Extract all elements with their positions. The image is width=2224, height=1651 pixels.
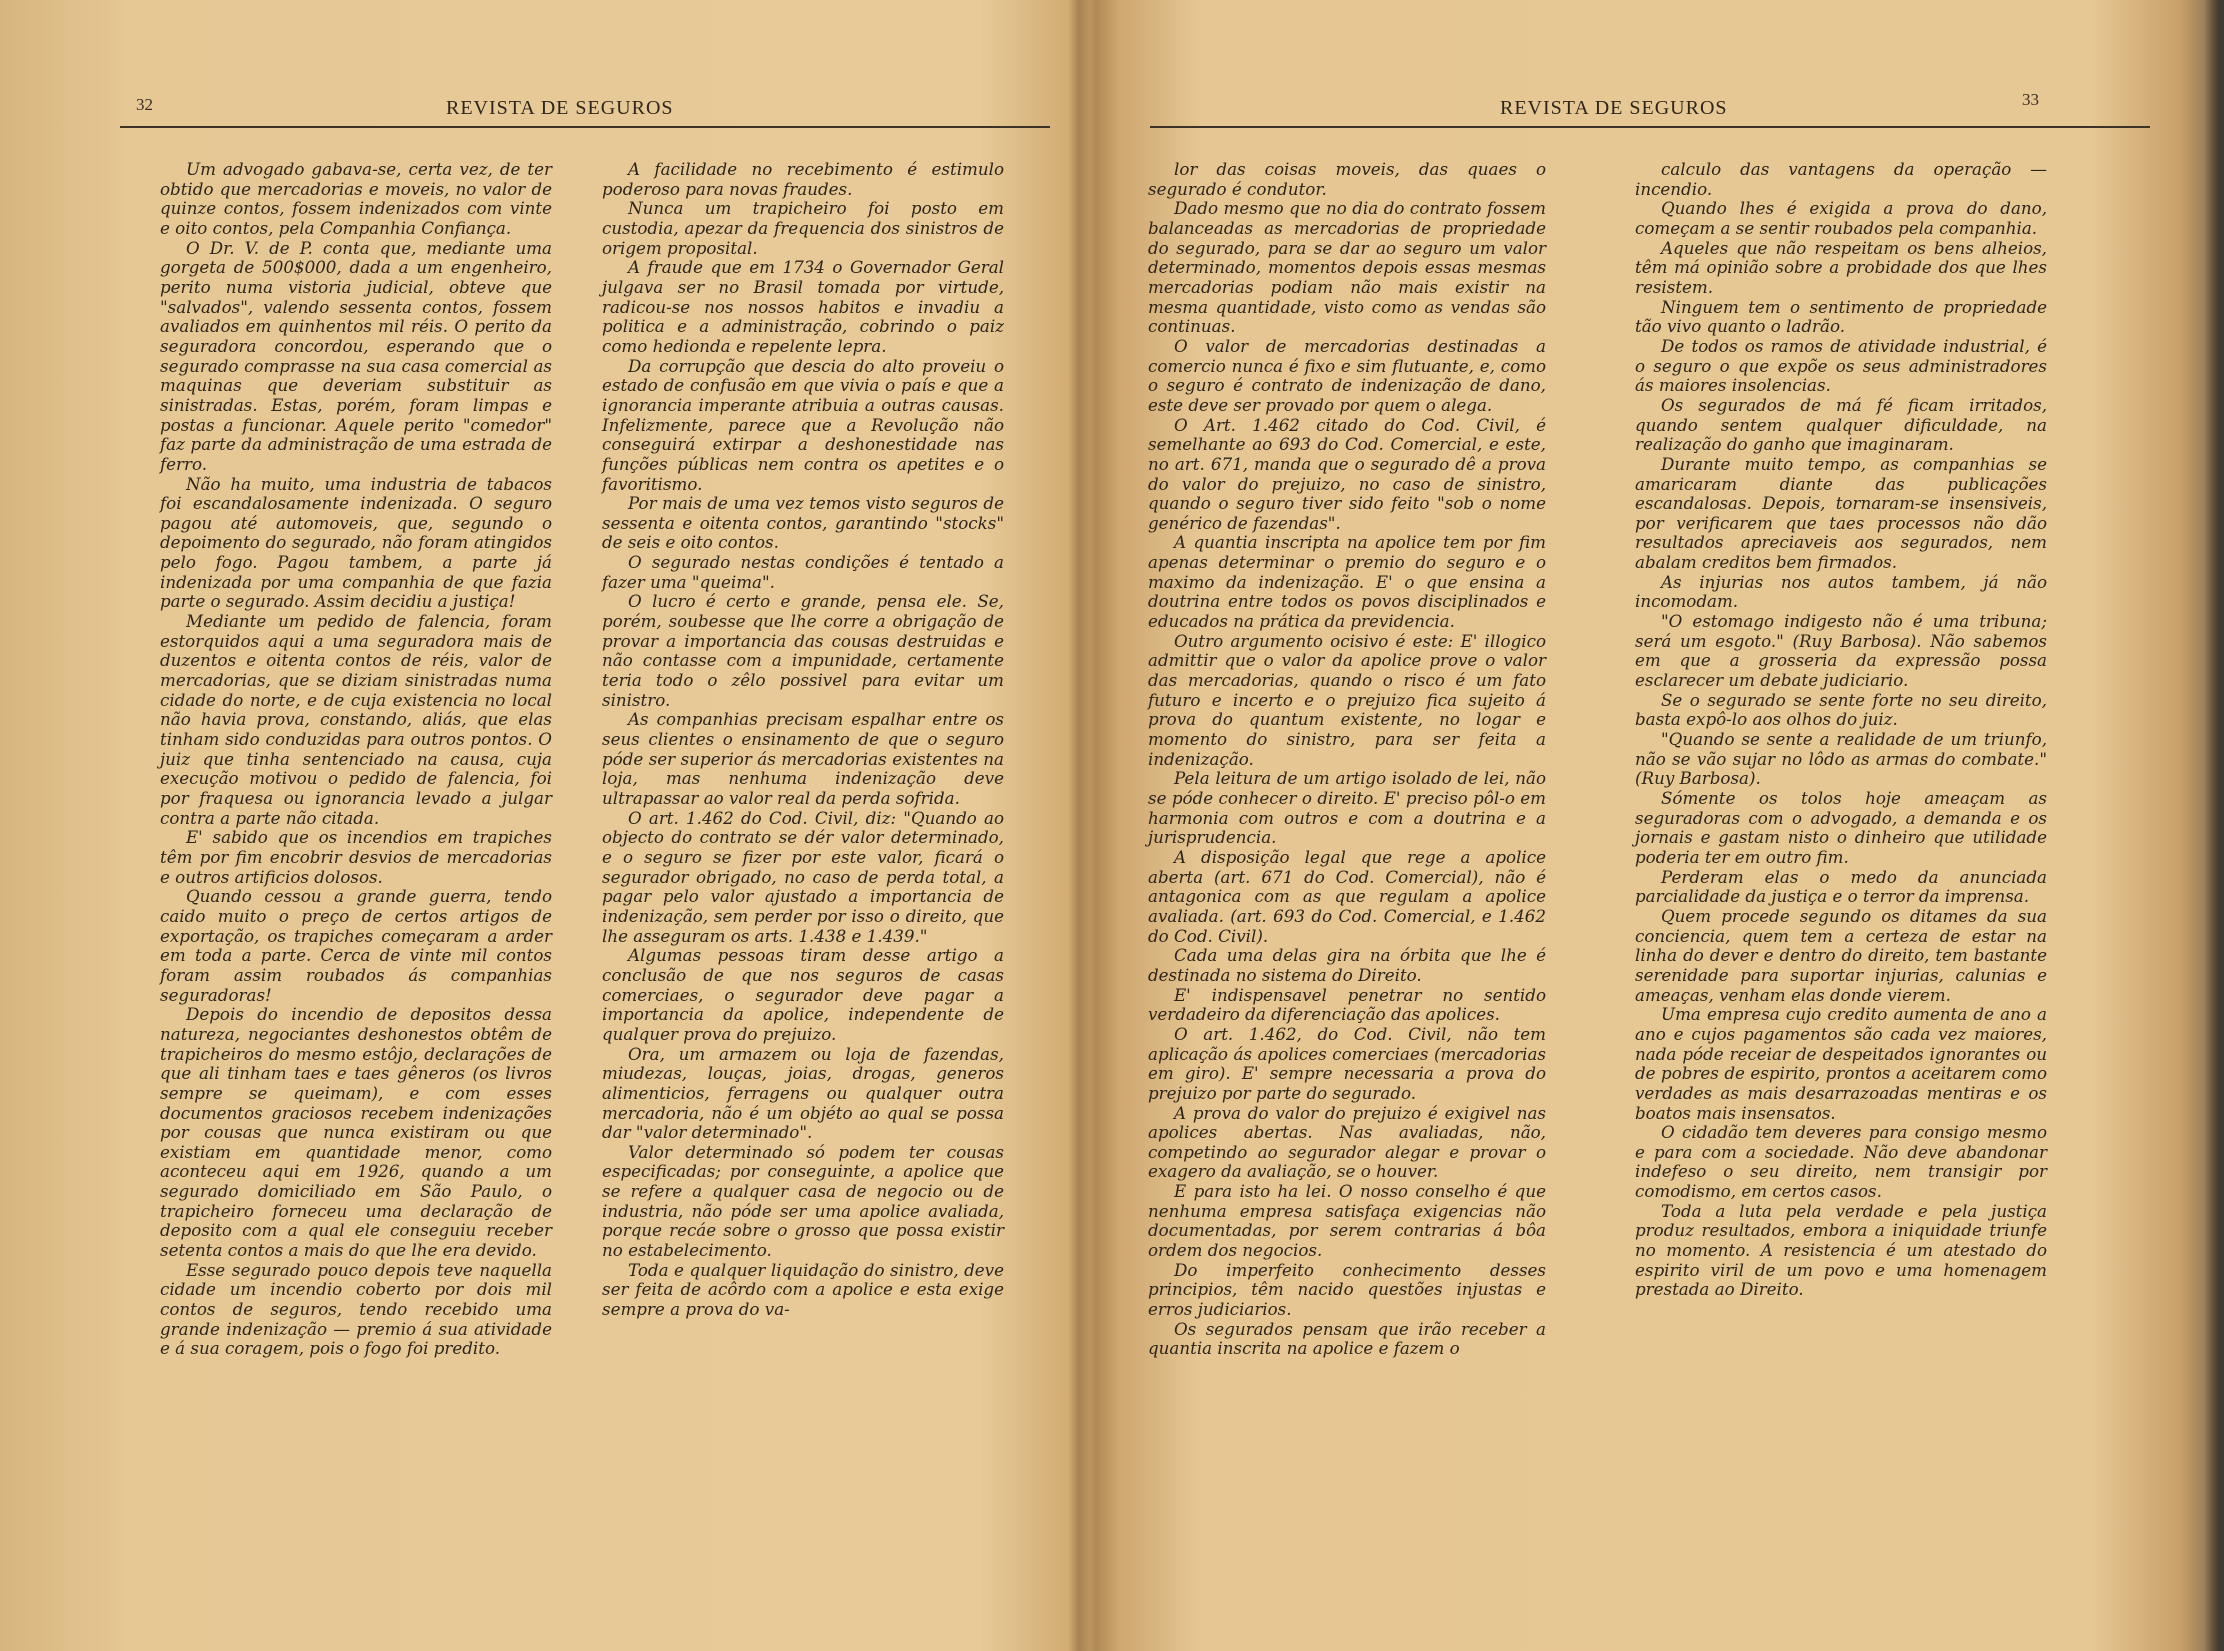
paragraph: Se o segurado se sente forte no seu direito, basta expô-lo aos olhos do juiz. <box>1635 689 2047 730</box>
paragraph: Outro argumento ocisivo é este: E' illogico admittir que o valor da apolice prove o valor das mercadorias, quando o risco é um fato futuro e incerto e o prejuizo fica sujeito á prova do quantum existente, no logar e momento do sinistro, para ser feita a indenização. <box>1148 630 1546 769</box>
paragraph: Não ha muito, uma industria de tabacos foi escandalosamente indenizada. O seguro pagou até automoveis, que, segundo o depoimento do segurado, não foram atingidos pelo fogo. Pagou tambem, a parte já indenizada por uma companhia de que fazia parte o segurado. Assim decidiu a justiça! <box>160 473 552 612</box>
paragraph: As companhias precisam espalhar entre os seus clientes o ensinamento de que o seguro póde ser superior ás mercadorias existentes na loja, mas nenhuma indenização deve ultrapassar ao valor real da perda sofrida. <box>602 709 1004 808</box>
page-number: 33 <box>2022 90 2039 109</box>
text-column <box>1148 160 1546 1359</box>
running-title: REVISTA DE SEGUROS <box>446 97 674 119</box>
paragraph: Pela leitura de um artigo isolado de lei, não se póde conhecer o direito. E' preciso pôl-o em harmonia com outros e com a doutrina e a jurisprudencia. <box>1148 768 1546 848</box>
text-column <box>160 160 552 1359</box>
paragraph: A disposição legal que rege a apolice aberta (art. 671 do Cod. Comercial), não é antagonica com as que regulam a apolice avaliada. (art. 693 do Cod. Comercial, e 1.462 do Cod. Civil). <box>1148 846 1546 946</box>
paragraph: Cada uma delas gira na órbita que lhe é destinada no sistema do Direito. <box>1148 945 1546 985</box>
paragraph: O Dr. V. de P. conta que, mediante uma gorgeta de 500$000, dada a um engenheiro, perito numa vistoria judicial, obteve que "salvados", valendo sessenta contos, fossem avaliados em quinhentos mil réis. O perito da seguradora concordou, esperando que o segurado comprasse na sua casa comercial as maquinas que deveriam substituir as sinistradas. Estas, porém, foram limpas e postas a funcionar. Aquele perito "comedor" faz parte da administração de uma estrada de ferro. <box>160 237 552 474</box>
paragraph: "O estomago indigesto não é uma tribuna; será um esgoto." (Ruy Barbosa). Não sabemos em que a grosseria da expressão possa esclarecer um debate judiciario. <box>1635 611 2047 691</box>
paragraph: E para isto ha lei. O nosso conselho é que nenhuma empresa satisfaça exigencias não documentadas, por serem contrarias á bôa ordem dos negocios. <box>1148 1181 1546 1261</box>
paragraph: O valor de mercadorias destinadas a comercio nunca é fixo e sim flutuante, e, como o seguro é contrato de indenização de dano, este deve ser provado por quem o alega. <box>1148 335 1546 415</box>
paragraph: Ninguem tem o sentimento de propriedade tão vivo quanto o ladrão. <box>1635 296 2047 337</box>
paragraph: O cidadão tem deveres para consigo mesmo e para com a sociedade. Não deve abandonar indefeso o seu direito, nem transigir por comodismo, em certos casos. <box>1635 1122 2047 1202</box>
paragraph: O Art. 1.462 citado do Cod. Civil, é semelhante ao 693 do Cod. Comercial, e este, no art. 671, manda que o segurado dê a prova do valor do prejuizo, no caso de sinistro, quando o seguro tiver sido feito "sob o nome genérico de fazendas". <box>1148 414 1546 533</box>
paragraph: A facilidade no recebimento é estimulo poderoso para novas fraudes. <box>602 159 1004 199</box>
binding-gutter <box>1068 0 1090 1651</box>
paragraph: Quem procede segundo os ditames da sua conciencia, quem tem a certeza de estar na linha do dever e dentro do direito, tem bastante serenidade para suportar injurias, calunias e ameaças, venham elas donde vierem. <box>1635 905 2047 1005</box>
paragraph: Ora, um armazem ou loja de fazendas, miudezas, louças, joias, drogas, generos alimenticios, ferragens ou qualquer outra mercadoria, não é um objéto ao qual se possa dar "valor determinado". <box>602 1043 1004 1143</box>
left-page <box>0 0 1080 1651</box>
paragraph: Valor determinado só podem ter cousas especificadas; por conseguinte, a apolice que se refere a qualquer casa de negocio ou de industria, não póde ser uma apolice avaliada, porque recáe sobre o grosso que possa existir no estabelecimento. <box>602 1141 1004 1261</box>
running-title: REVISTA DE SEGUROS <box>1500 97 1728 119</box>
paragraph: A prova do valor do prejuizo é exigivel nas apolices abertas. Nas avaliadas, não, competindo ao segurador alegar e provar o exagero da avaliação, se o houver. <box>1148 1102 1546 1182</box>
paragraph: Os segurados pensam que irão receber a quantia inscrita na apolice e fazem o <box>1148 1318 1546 1359</box>
paragraph: Por mais de uma vez temos visto seguros de sessenta e oitenta contos, garantindo "stocks" de seis e oito contos. <box>602 493 1004 553</box>
header-rule <box>120 126 1050 128</box>
paragraph: Toda e qualquer liquidação do sinistro, deve ser feita de acôrdo com a apolice e esta exige sempre a prova do va- <box>602 1259 1004 1320</box>
paragraph: Nunca um trapicheiro foi posto em custodia, apezar da frequencia dos sinistros de origem proposital. <box>602 198 1004 258</box>
paragraph: A quantia inscripta na apolice tem por fim apenas determinar o premio do seguro e o maximo da indenização. E' o que ensina a doutrina entre todos os povos disciplinados e educados na prática da previdencia. <box>1148 532 1546 632</box>
paragraph: Durante muito tempo, as companhias se amaricaram diante das publicações escandalosas. Depois, tornaram-se insensiveis, por verificarem que taes processos não dão resultados apreciaveis aos segurados, nem abalam creditos bem firmados. <box>1635 453 2047 573</box>
paragraph: E' sabido que os incendios em trapiches têm por fim encobrir desvios de mercadorias e outros artificios dolosos. <box>160 827 552 887</box>
paragraph: O lucro é certo e grande, pensa ele. Se, porém, soubesse que lhe corre a obrigação de provar a importancia das cousas destruidas e não contasse com a impunidade, certamente teria todo o zêlo possivel para evitar um sinistro. <box>602 591 1004 710</box>
paragraph: Perderam elas o medo da anunciada parcialidade da justiça e o terror da imprensa. <box>1635 866 2047 907</box>
paragraph: Os segurados de má fé ficam irritados, quando sentem qualquer dificuldade, na realização do ganho que imaginaram. <box>1635 394 2047 455</box>
paragraph: calculo das vantagens da operação — incendio. <box>1635 159 2047 199</box>
paragraph: Da corrupção que descia do alto proveiu o estado de confusão em que vivia o país e que a ignorancia imperante atribuia a outras causas. Infelizmente, parece que a Revolução não conseguirá extirpar a deshonestidade nas funções públicas nem contra os apetites e o favoritismo. <box>602 355 1004 494</box>
paragraph: Mediante um pedido de falencia, foram estorquidos aqui a uma seguradora mais de duzentos e oitenta contos de réis, valor de mercadorias, que se diziam sinistradas numa cidade do norte, e de cuja existencia no local não havia prova, constando, aliás, que elas tinham sido conduzidas para outros pontos. O juiz que tinha sentenciado na causa, cuja execução motivou o pedido de falencia, foi por fraquesa ou ignorancia levado a julgar contra a parte não citada. <box>160 611 552 828</box>
paragraph: A fraude que em 1734 o Governador Geral julgava ser no Brasil tomada por virtude, radicou-se nos nossos habitos e invadiu a politica e a administração, cobrindo o paiz como hedionda e repelente lepra. <box>602 257 1004 356</box>
paragraph: Uma empresa cujo credito aumenta de ano a ano e cujos pagamentos são cada vez maiores, nada póde receiar de despeitados ignorantes ou de pobres de espirito, prontos a aceitarem como verdades as mais desarrazoadas mentiras e os boatos mais insensatos. <box>1635 1004 2047 1123</box>
paragraph: Aqueles que não respeitam os bens alheios, têm má opinião sobre a probidade dos que lhes resistem. <box>1635 237 2047 297</box>
paragraph: Algumas pessoas tiram desse artigo a conclusão de que nos seguros de casas comerciaes, o segurador deve pagar a importancia da apolice, independente de qualquer prova do prejuizo. <box>602 945 1004 1044</box>
text-column <box>1635 160 2047 1300</box>
paragraph: O art. 1.462 do Cod. Civil, diz: "Quando ao objecto do contrato se dér valor determinado, e o seguro se fizer por este valor, ficará o segurador obrigado, no caso de perda total, a pagar pelo valor ajustado a importancia de indenização, sem perder por isso o direito, que lhe asseguram os arts. 1.438 e 1.439." <box>602 807 1004 946</box>
paragraph: Toda a luta pela verdade e pela justiça produz resultados, embora a iniquidade triunfe no momento. A resistencia é um atestado do espirito viril de um povo e uma homenagem prestada ao Direito. <box>1635 1200 2047 1300</box>
paragraph: De todos os ramos de atividade industrial, é o seguro o que expõe os seus administradores ás maiores insolencias. <box>1635 335 2047 396</box>
paragraph: Quando cessou a grande guerra, tendo caido muito o preço de certos artigos de exportação, os trapiches começaram a arder em toda a parte. Cerca de vinte mil contos foram assim roubados ás companhias seguradoras! <box>160 886 552 1005</box>
page-edge <box>2204 0 2224 1651</box>
header-rule <box>1150 126 2150 128</box>
paragraph: Depois do incendio de depositos dessa natureza, negociantes deshonestos obtêm de trapicheiros do mesmo estôjo, declarações de que ali tinham taes e taes gêneros (os livros sempre se queimam), e com esses documentos graciosos recebem indenizações por cousas que nunca existiram ou que existiam em quantidade menor, como aconteceu aqui em 1926, quando a um segurado domiciliado em São Paulo, o trapicheiro forneceu uma declaração de deposito com a qual ele conseguiu receber setenta contos a mais do que lhe era devido. <box>160 1004 552 1261</box>
paragraph: Dado mesmo que no dia do contrato fossem balanceadas as mercadorias de propriedade do segurado, para se dar ao seguro um valor determinado, momentos depois essas mesmas mercadorias podiam não mais existir na mesma quantidade, visto como as vendas são continuas. <box>1148 198 1546 337</box>
paragraph: Sómente os tolos hoje ameaçam as seguradoras com o advogado, a demanda e os jornais e gastam nisto o dinheiro que utilidade poderia ter em outro fim. <box>1635 788 2047 867</box>
paragraph: lor das coisas moveis, das quaes o segurado é condutor. <box>1148 159 1546 199</box>
page-number: 32 <box>136 95 153 114</box>
paragraph: E' indispensavel penetrar no sentido verdadeiro da diferenciação das apolices. <box>1148 984 1546 1025</box>
paragraph: Do imperfeito conhecimento desses principios, têm nacido questões injustas e erros judiciarios. <box>1148 1259 1546 1320</box>
paragraph: O segurado nestas condições é tentado a fazer uma "queima". <box>602 552 1004 592</box>
paragraph: "Quando se sente a realidade de um triunfo, não se vão sujar no lôdo as armas do combate." (Ruy Barbosa). <box>1635 729 2047 789</box>
paragraph: Um advogado gabava-se, certa vez, de ter obtido que mercadorias e moveis, no valor de quinze contos, fossem indenizados com vinte e oito contos, pela Companhia Confiança. <box>160 159 552 238</box>
paragraph: Esse segurado pouco depois teve naquella cidade um incendio coberto por dois mil contos de seguros, tendo recebido uma grande indenização — premio á sua atividade e á sua coragem, pois o fogo foi predito. <box>160 1259 552 1359</box>
right-page <box>1090 0 2224 1651</box>
paragraph: As injurias nos autos tambem, já não incomodam. <box>1635 571 2047 612</box>
text-column <box>602 160 1004 1320</box>
paragraph: Quando lhes é exigida a prova do dano, começam a se sentir roubados pela companhia. <box>1635 198 2047 238</box>
paragraph: O art. 1.462, do Cod. Civil, não tem aplicação ás apolices comerciaes (mercadorias em giro). E' sempre necessaria a prova do prejuizo por parte do segurado. <box>1148 1023 1546 1103</box>
